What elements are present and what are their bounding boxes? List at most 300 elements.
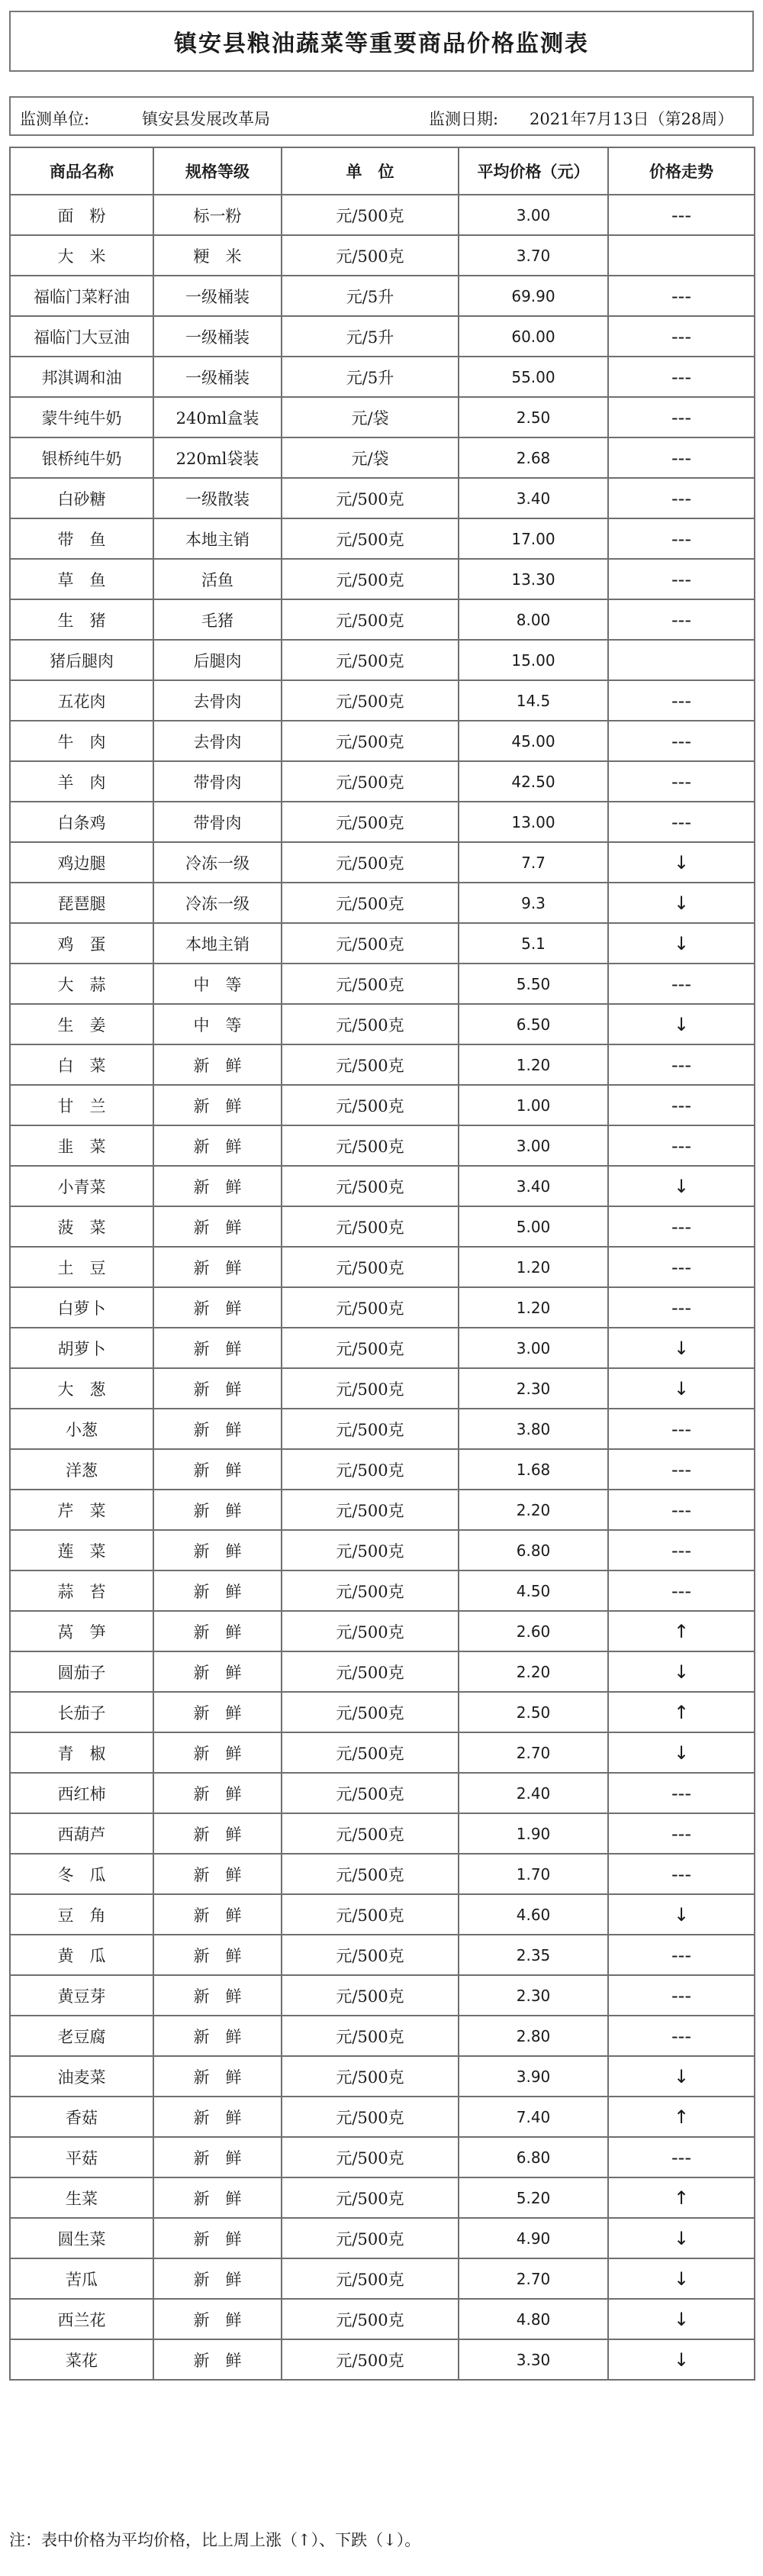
cell-unit: 元/500克 bbox=[282, 1854, 459, 1894]
cell-price: 14.5 bbox=[459, 680, 608, 721]
cell-trend: --- bbox=[608, 316, 755, 357]
table-row bbox=[10, 2056, 755, 2097]
cell-trend: --- bbox=[608, 1854, 755, 1894]
cell-trend: --- bbox=[608, 559, 755, 599]
cell-spec: 毛猪 bbox=[153, 599, 282, 640]
cell-spec: 带骨肉 bbox=[153, 802, 282, 842]
table-row bbox=[10, 1166, 755, 1206]
cell-trend: ↓ bbox=[608, 1368, 755, 1409]
cell-price: 7.40 bbox=[459, 2097, 608, 2137]
cell-spec: 新 鲜 bbox=[153, 1813, 282, 1854]
table-row bbox=[10, 883, 755, 923]
cell-spec: 新 鲜 bbox=[153, 1044, 282, 1085]
cell-trend: --- bbox=[608, 1247, 755, 1287]
cell-spec: 后腿肉 bbox=[153, 640, 282, 680]
table-body bbox=[10, 195, 755, 2380]
cell-price: 5.00 bbox=[459, 1206, 608, 1247]
cell-spec: 新 鲜 bbox=[153, 2218, 282, 2258]
cell-spec: 新 鲜 bbox=[153, 1935, 282, 1975]
cell-name: 蒜 苔 bbox=[10, 1570, 153, 1611]
cell-price: 4.60 bbox=[459, 1894, 608, 1935]
cell-name: 土 豆 bbox=[10, 1247, 153, 1287]
cell-price: 2.50 bbox=[459, 1692, 608, 1732]
cell-trend bbox=[608, 235, 755, 276]
cell-unit: 元/500克 bbox=[282, 2097, 459, 2137]
page-title: 镇安县粮油蔬菜等重要商品价格监测表 bbox=[174, 31, 589, 57]
cell-trend: --- bbox=[608, 1813, 755, 1854]
cell-unit: 元/500克 bbox=[282, 1651, 459, 1692]
table-row bbox=[10, 2218, 755, 2258]
cell-name: 黄豆芽 bbox=[10, 1975, 153, 2016]
cell-name: 甘 兰 bbox=[10, 1085, 153, 1125]
cell-unit: 元/500克 bbox=[282, 1611, 459, 1651]
cell-unit: 元/500克 bbox=[282, 1166, 459, 1206]
cell-trend: ↓ bbox=[608, 842, 755, 883]
cell-name: 大 蒜 bbox=[10, 964, 153, 1004]
cell-spec: 新 鲜 bbox=[153, 1975, 282, 2016]
price-table bbox=[9, 147, 755, 2381]
cell-trend: --- bbox=[608, 397, 755, 437]
table-row bbox=[10, 640, 755, 680]
table-row bbox=[10, 235, 755, 276]
cell-name: 鸡 蛋 bbox=[10, 923, 153, 964]
cell-price: 2.68 bbox=[459, 437, 608, 478]
cell-name: 大 米 bbox=[10, 235, 153, 276]
cell-price: 55.00 bbox=[459, 357, 608, 397]
cell-unit: 元/500克 bbox=[282, 2218, 459, 2258]
cell-spec: 冷冻一级 bbox=[153, 883, 282, 923]
cell-name: 白 菜 bbox=[10, 1044, 153, 1085]
cell-price: 3.30 bbox=[459, 2339, 608, 2380]
cell-spec: 去骨肉 bbox=[153, 680, 282, 721]
cell-spec: 去骨肉 bbox=[153, 721, 282, 761]
cell-spec: 新 鲜 bbox=[153, 2258, 282, 2299]
cell-name: 西红柿 bbox=[10, 1773, 153, 1813]
header-price: 平均价格（元） bbox=[459, 147, 608, 195]
cell-price: 17.00 bbox=[459, 518, 608, 559]
cell-name: 白萝卜 bbox=[10, 1287, 153, 1328]
cell-unit: 元/500克 bbox=[282, 1490, 459, 1530]
cell-spec: 一级桶装 bbox=[153, 316, 282, 357]
table-row bbox=[10, 316, 755, 357]
cell-price: 2.40 bbox=[459, 1773, 608, 1813]
table-row bbox=[10, 2137, 755, 2177]
cell-spec: 新 鲜 bbox=[153, 1570, 282, 1611]
cell-name: 圆生菜 bbox=[10, 2218, 153, 2258]
cell-unit: 元/500克 bbox=[282, 964, 459, 1004]
cell-price: 2.20 bbox=[459, 1490, 608, 1530]
cell-trend: --- bbox=[608, 276, 755, 316]
cell-spec: 新 鲜 bbox=[153, 1692, 282, 1732]
cell-spec: 新 鲜 bbox=[153, 1206, 282, 1247]
cell-name: 银桥纯牛奶 bbox=[10, 437, 153, 478]
cell-unit: 元/500克 bbox=[282, 1368, 459, 1409]
cell-price: 13.30 bbox=[459, 559, 608, 599]
cell-unit: 元/500克 bbox=[282, 761, 459, 802]
cell-spec: 新 鲜 bbox=[153, 1125, 282, 1166]
cell-spec: 新 鲜 bbox=[153, 2097, 282, 2137]
cell-spec: 240ml盒装 bbox=[153, 397, 282, 437]
cell-price: 6.80 bbox=[459, 1530, 608, 1570]
cell-name: 西兰花 bbox=[10, 2299, 153, 2339]
cell-unit: 元/500克 bbox=[282, 721, 459, 761]
cell-trend: --- bbox=[608, 1773, 755, 1813]
cell-spec: 本地主销 bbox=[153, 518, 282, 559]
cell-unit: 元/5升 bbox=[282, 276, 459, 316]
header-spec: 规格等级 bbox=[153, 147, 282, 195]
table-row bbox=[10, 1894, 755, 1935]
cell-name: 猪后腿肉 bbox=[10, 640, 153, 680]
cell-name: 洋葱 bbox=[10, 1449, 153, 1490]
cell-name: 芹 菜 bbox=[10, 1490, 153, 1530]
date-value: 2021年7月13日（第28周） bbox=[530, 110, 734, 128]
table-row bbox=[10, 1651, 755, 1692]
cell-trend: ↓ bbox=[608, 2339, 755, 2380]
cell-unit: 元/500克 bbox=[282, 2299, 459, 2339]
cell-name: 鸡边腿 bbox=[10, 842, 153, 883]
cell-price: 3.00 bbox=[459, 1125, 608, 1166]
cell-trend: --- bbox=[608, 518, 755, 559]
cell-name: 油麦菜 bbox=[10, 2056, 153, 2097]
table-row bbox=[10, 195, 755, 235]
cell-name: 冬 瓜 bbox=[10, 1854, 153, 1894]
cell-name: 福临门菜籽油 bbox=[10, 276, 153, 316]
table-row bbox=[10, 1570, 755, 1611]
cell-trend: ↓ bbox=[608, 1732, 755, 1773]
cell-spec: 一级桶装 bbox=[153, 357, 282, 397]
cell-spec: 新 鲜 bbox=[153, 2339, 282, 2380]
cell-price: 2.80 bbox=[459, 2016, 608, 2056]
cell-trend: ↑ bbox=[608, 2097, 755, 2137]
cell-trend: --- bbox=[608, 357, 755, 397]
cell-name: 蒙牛纯牛奶 bbox=[10, 397, 153, 437]
table-row bbox=[10, 1692, 755, 1732]
table-row bbox=[10, 1247, 755, 1287]
cell-name: 西葫芦 bbox=[10, 1813, 153, 1854]
table-row bbox=[10, 1773, 755, 1813]
table-row bbox=[10, 1085, 755, 1125]
cell-spec: 标一粉 bbox=[153, 195, 282, 235]
cell-name: 福临门大豆油 bbox=[10, 316, 153, 357]
cell-unit: 元/500克 bbox=[282, 2339, 459, 2380]
table-row bbox=[10, 2339, 755, 2380]
cell-name: 大 葱 bbox=[10, 1368, 153, 1409]
table-row bbox=[10, 1368, 755, 1409]
cell-spec: 一级散装 bbox=[153, 478, 282, 518]
cell-trend: --- bbox=[608, 1206, 755, 1247]
cell-trend: --- bbox=[608, 1449, 755, 1490]
cell-price: 4.50 bbox=[459, 1570, 608, 1611]
unit-value: 镇安县发展改革局 bbox=[142, 110, 270, 128]
table-row bbox=[10, 1004, 755, 1044]
cell-spec: 新 鲜 bbox=[153, 1085, 282, 1125]
cell-spec: 新 鲜 bbox=[153, 2177, 282, 2218]
cell-price: 15.00 bbox=[459, 640, 608, 680]
cell-spec: 新 鲜 bbox=[153, 1651, 282, 1692]
cell-trend: --- bbox=[608, 1125, 755, 1166]
cell-name: 邦淇调和油 bbox=[10, 357, 153, 397]
table-row bbox=[10, 1409, 755, 1449]
cell-price: 2.35 bbox=[459, 1935, 608, 1975]
cell-name: 莲 菜 bbox=[10, 1530, 153, 1570]
table-row bbox=[10, 599, 755, 640]
cell-name: 白条鸡 bbox=[10, 802, 153, 842]
cell-price: 9.3 bbox=[459, 883, 608, 923]
cell-spec: 新 鲜 bbox=[153, 1530, 282, 1570]
unit-label: 监测单位: bbox=[20, 110, 90, 128]
cell-price: 3.40 bbox=[459, 478, 608, 518]
cell-price: 2.50 bbox=[459, 397, 608, 437]
cell-spec: 新 鲜 bbox=[153, 1490, 282, 1530]
cell-trend: --- bbox=[608, 761, 755, 802]
table-row bbox=[10, 1611, 755, 1651]
cell-price: 42.50 bbox=[459, 761, 608, 802]
cell-unit: 元/500克 bbox=[282, 1975, 459, 2016]
table-row bbox=[10, 478, 755, 518]
cell-trend: ↓ bbox=[608, 2258, 755, 2299]
cell-unit: 元/袋 bbox=[282, 437, 459, 478]
table-row bbox=[10, 1732, 755, 1773]
cell-unit: 元/500克 bbox=[282, 2016, 459, 2056]
cell-unit: 元/500克 bbox=[282, 923, 459, 964]
cell-price: 7.7 bbox=[459, 842, 608, 883]
cell-trend: ↓ bbox=[608, 1004, 755, 1044]
cell-unit: 元/500克 bbox=[282, 1206, 459, 1247]
cell-spec: 新 鲜 bbox=[153, 1368, 282, 1409]
cell-unit: 元/500克 bbox=[282, 1328, 459, 1368]
cell-trend: ↓ bbox=[608, 2056, 755, 2097]
cell-trend: --- bbox=[608, 1287, 755, 1328]
cell-spec: 新 鲜 bbox=[153, 1166, 282, 1206]
table-row bbox=[10, 1490, 755, 1530]
table-row bbox=[10, 1287, 755, 1328]
table-row bbox=[10, 437, 755, 478]
cell-unit: 元/500克 bbox=[282, 478, 459, 518]
cell-price: 3.00 bbox=[459, 195, 608, 235]
cell-spec: 新 鲜 bbox=[153, 2016, 282, 2056]
cell-name: 老豆腐 bbox=[10, 2016, 153, 2056]
cell-name: 香菇 bbox=[10, 2097, 153, 2137]
cell-spec: 带骨肉 bbox=[153, 761, 282, 802]
cell-spec: 新 鲜 bbox=[153, 1894, 282, 1935]
table-row bbox=[10, 559, 755, 599]
cell-spec: 新 鲜 bbox=[153, 2299, 282, 2339]
cell-name: 带 鱼 bbox=[10, 518, 153, 559]
table-row bbox=[10, 680, 755, 721]
cell-trend: --- bbox=[608, 802, 755, 842]
cell-trend: --- bbox=[608, 964, 755, 1004]
cell-unit: 元/袋 bbox=[282, 397, 459, 437]
cell-name: 莴 笋 bbox=[10, 1611, 153, 1651]
info-row bbox=[9, 96, 754, 136]
cell-name: 长茄子 bbox=[10, 1692, 153, 1732]
cell-unit: 元/500克 bbox=[282, 802, 459, 842]
cell-price: 8.00 bbox=[459, 599, 608, 640]
table-row bbox=[10, 964, 755, 1004]
cell-price: 3.40 bbox=[459, 1166, 608, 1206]
cell-trend: ↓ bbox=[608, 2218, 755, 2258]
cell-unit: 元/500克 bbox=[282, 1530, 459, 1570]
table-row bbox=[10, 842, 755, 883]
cell-price: 5.50 bbox=[459, 964, 608, 1004]
cell-price: 3.70 bbox=[459, 235, 608, 276]
cell-unit: 元/500克 bbox=[282, 1004, 459, 1044]
cell-trend: ↑ bbox=[608, 1611, 755, 1651]
cell-price: 3.00 bbox=[459, 1328, 608, 1368]
cell-trend: --- bbox=[608, 721, 755, 761]
cell-unit: 元/500克 bbox=[282, 883, 459, 923]
header-unit: 单 位 bbox=[282, 147, 459, 195]
cell-spec: 新 鲜 bbox=[153, 1611, 282, 1651]
cell-trend: --- bbox=[608, 680, 755, 721]
table-row bbox=[10, 1854, 755, 1894]
table-row bbox=[10, 1813, 755, 1854]
cell-trend: --- bbox=[608, 1975, 755, 2016]
cell-trend: --- bbox=[608, 437, 755, 478]
table-row bbox=[10, 397, 755, 437]
table-row bbox=[10, 1044, 755, 1085]
date-label: 监测日期: bbox=[429, 110, 499, 128]
cell-price: 2.70 bbox=[459, 2258, 608, 2299]
footer-note: 注：表中价格为平均价格，比上周上涨（↑）、下跌（↓）。 bbox=[9, 2531, 421, 2549]
table-row bbox=[10, 1975, 755, 2016]
cell-unit: 元/500克 bbox=[282, 559, 459, 599]
cell-name: 羊 肉 bbox=[10, 761, 153, 802]
cell-price: 1.90 bbox=[459, 1813, 608, 1854]
cell-unit: 元/500克 bbox=[282, 1449, 459, 1490]
cell-price: 4.90 bbox=[459, 2218, 608, 2258]
cell-spec: 粳 米 bbox=[153, 235, 282, 276]
cell-price: 60.00 bbox=[459, 316, 608, 357]
table-row bbox=[10, 1328, 755, 1368]
cell-spec: 中 等 bbox=[153, 964, 282, 1004]
cell-trend: --- bbox=[608, 1530, 755, 1570]
cell-price: 2.30 bbox=[459, 1975, 608, 2016]
cell-name: 菠 菜 bbox=[10, 1206, 153, 1247]
cell-trend: ↑ bbox=[608, 2177, 755, 2218]
cell-spec: 新 鲜 bbox=[153, 1854, 282, 1894]
cell-trend: ↓ bbox=[608, 1328, 755, 1368]
table-row bbox=[10, 761, 755, 802]
cell-name: 牛 肉 bbox=[10, 721, 153, 761]
cell-name: 平菇 bbox=[10, 2137, 153, 2177]
cell-unit: 元/500克 bbox=[282, 2258, 459, 2299]
cell-unit: 元/500克 bbox=[282, 1935, 459, 1975]
cell-trend: ↓ bbox=[608, 2299, 755, 2339]
cell-spec: 220ml袋装 bbox=[153, 437, 282, 478]
cell-unit: 元/500克 bbox=[282, 1125, 459, 1166]
cell-name: 胡萝卜 bbox=[10, 1328, 153, 1368]
cell-spec: 新 鲜 bbox=[153, 1449, 282, 1490]
cell-name: 五花肉 bbox=[10, 680, 153, 721]
cell-unit: 元/500克 bbox=[282, 1409, 459, 1449]
cell-unit: 元/500克 bbox=[282, 2137, 459, 2177]
cell-price: 13.00 bbox=[459, 802, 608, 842]
cell-trend: ↓ bbox=[608, 883, 755, 923]
cell-unit: 元/500克 bbox=[282, 1085, 459, 1125]
table-row bbox=[10, 1449, 755, 1490]
cell-spec: 新 鲜 bbox=[153, 1773, 282, 1813]
cell-trend: --- bbox=[608, 1570, 755, 1611]
table-row bbox=[10, 2177, 755, 2218]
cell-price: 1.20 bbox=[459, 1247, 608, 1287]
cell-price: 2.70 bbox=[459, 1732, 608, 1773]
cell-price: 45.00 bbox=[459, 721, 608, 761]
table-row bbox=[10, 2016, 755, 2056]
cell-trend: --- bbox=[608, 195, 755, 235]
table-row bbox=[10, 2299, 755, 2339]
cell-trend: ↓ bbox=[608, 1894, 755, 1935]
cell-price: 2.60 bbox=[459, 1611, 608, 1651]
cell-name: 白砂糖 bbox=[10, 478, 153, 518]
cell-price: 3.90 bbox=[459, 2056, 608, 2097]
cell-unit: 元/5升 bbox=[282, 316, 459, 357]
cell-name: 草 鱼 bbox=[10, 559, 153, 599]
cell-trend: --- bbox=[608, 1935, 755, 1975]
cell-unit: 元/500克 bbox=[282, 599, 459, 640]
cell-unit: 元/500克 bbox=[282, 1732, 459, 1773]
cell-trend: ↓ bbox=[608, 1651, 755, 1692]
cell-spec: 新 鲜 bbox=[153, 2137, 282, 2177]
cell-unit: 元/500克 bbox=[282, 2056, 459, 2097]
cell-price: 6.50 bbox=[459, 1004, 608, 1044]
table-row bbox=[10, 2097, 755, 2137]
table-row bbox=[10, 357, 755, 397]
cell-unit: 元/500克 bbox=[282, 518, 459, 559]
cell-unit: 元/500克 bbox=[282, 1044, 459, 1085]
cell-spec: 活鱼 bbox=[153, 559, 282, 599]
cell-price: 5.1 bbox=[459, 923, 608, 964]
cell-unit: 元/500克 bbox=[282, 1570, 459, 1611]
cell-trend: --- bbox=[608, 599, 755, 640]
cell-unit: 元/500克 bbox=[282, 1247, 459, 1287]
cell-name: 菜花 bbox=[10, 2339, 153, 2380]
cell-name: 圆茄子 bbox=[10, 1651, 153, 1692]
cell-name: 生菜 bbox=[10, 2177, 153, 2218]
cell-price: 6.80 bbox=[459, 2137, 608, 2177]
cell-unit: 元/500克 bbox=[282, 1773, 459, 1813]
cell-trend: --- bbox=[608, 478, 755, 518]
cell-spec: 本地主销 bbox=[153, 923, 282, 964]
cell-spec: 新 鲜 bbox=[153, 1328, 282, 1368]
table-row bbox=[10, 923, 755, 964]
table-row bbox=[10, 2258, 755, 2299]
table-row bbox=[10, 1935, 755, 1975]
cell-price: 5.20 bbox=[459, 2177, 608, 2218]
cell-price: 1.20 bbox=[459, 1044, 608, 1085]
table-row bbox=[10, 518, 755, 559]
cell-unit: 元/500克 bbox=[282, 842, 459, 883]
cell-spec: 新 鲜 bbox=[153, 1247, 282, 1287]
table-header-row bbox=[10, 147, 755, 195]
cell-spec: 新 鲜 bbox=[153, 2056, 282, 2097]
cell-unit: 元/500克 bbox=[282, 680, 459, 721]
table-row bbox=[10, 1206, 755, 1247]
cell-unit: 元/5升 bbox=[282, 357, 459, 397]
cell-name: 小青菜 bbox=[10, 1166, 153, 1206]
cell-price: 1.00 bbox=[459, 1085, 608, 1125]
cell-spec: 新 鲜 bbox=[153, 1732, 282, 1773]
cell-spec: 新 鲜 bbox=[153, 1409, 282, 1449]
cell-name: 琵琶腿 bbox=[10, 883, 153, 923]
cell-trend: ↓ bbox=[608, 923, 755, 964]
cell-name: 生 姜 bbox=[10, 1004, 153, 1044]
cell-name: 青 椒 bbox=[10, 1732, 153, 1773]
cell-unit: 元/500克 bbox=[282, 2177, 459, 2218]
cell-spec: 一级桶装 bbox=[153, 276, 282, 316]
cell-trend: --- bbox=[608, 1490, 755, 1530]
cell-trend: ↓ bbox=[608, 1166, 755, 1206]
